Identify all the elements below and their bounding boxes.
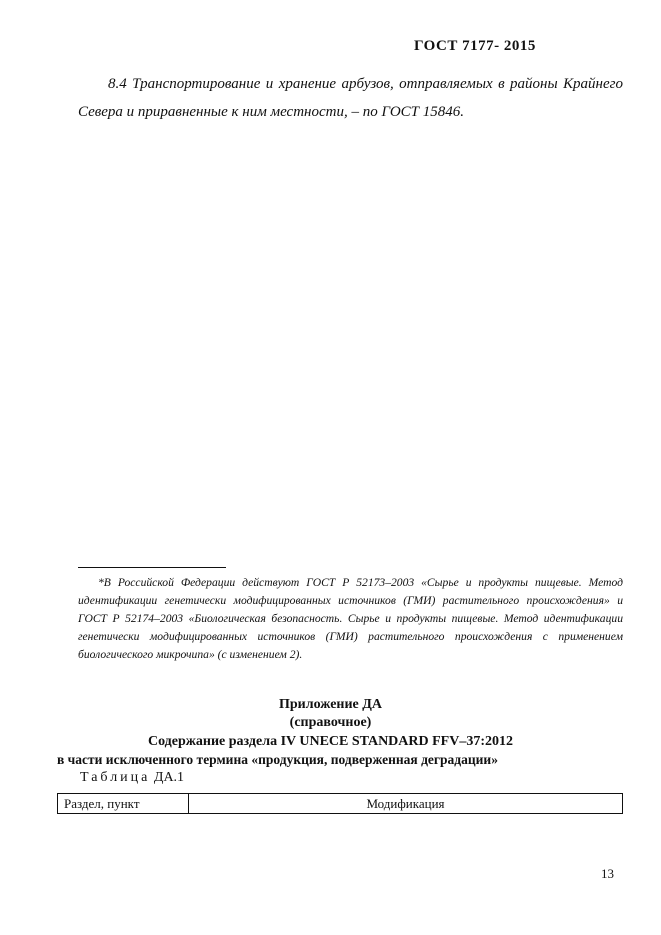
appendix-subheading: в части исключенного термина «продукция, подверженная деградации» [57,752,498,767]
column-header-modification: Модификация [189,794,623,814]
table-caption-number: ДА.1 [153,770,185,785]
modification-table [57,793,623,814]
table-header-row [58,794,623,814]
footnote: *В Российской Федерации действуют ГОСТ Р 52173–2003 «Сырье и продукты пищевые. Метод идентификации генетически модифицированных источников (ГМИ) растительного происхождения» и ГОСТ Р 52174–2003 «Биологическая безопасность. Сырье и продукты пищевые. Метод идентификации генетически модифицированных источников (ГМИ) растительного происхождения с применением биологического микрочипа» (с изменением 2). [78,576,623,661]
column-header-section: Раздел, пункт [58,794,189,814]
appendix-subtitle: (справочное) [289,715,372,730]
appendix-title: Приложение ДА [278,697,383,712]
table-caption-label: Таблица [80,770,151,785]
page-number: 13 [601,866,614,881]
table-caption [80,770,184,786]
section-8-4-paragraph: 8.4 Транспортирование и хранение арбузов, отправляемых в районы Крайнего Севера и приравненные к ним местности, – по ГОСТ 15846. [78,76,623,120]
appendix-heading: Содержание раздела IV UNECE STANDARD FFV–37:2012 [147,734,514,749]
footnote-separator [78,567,226,568]
document-header: ГОСТ 7177- 2015 [414,38,536,54]
